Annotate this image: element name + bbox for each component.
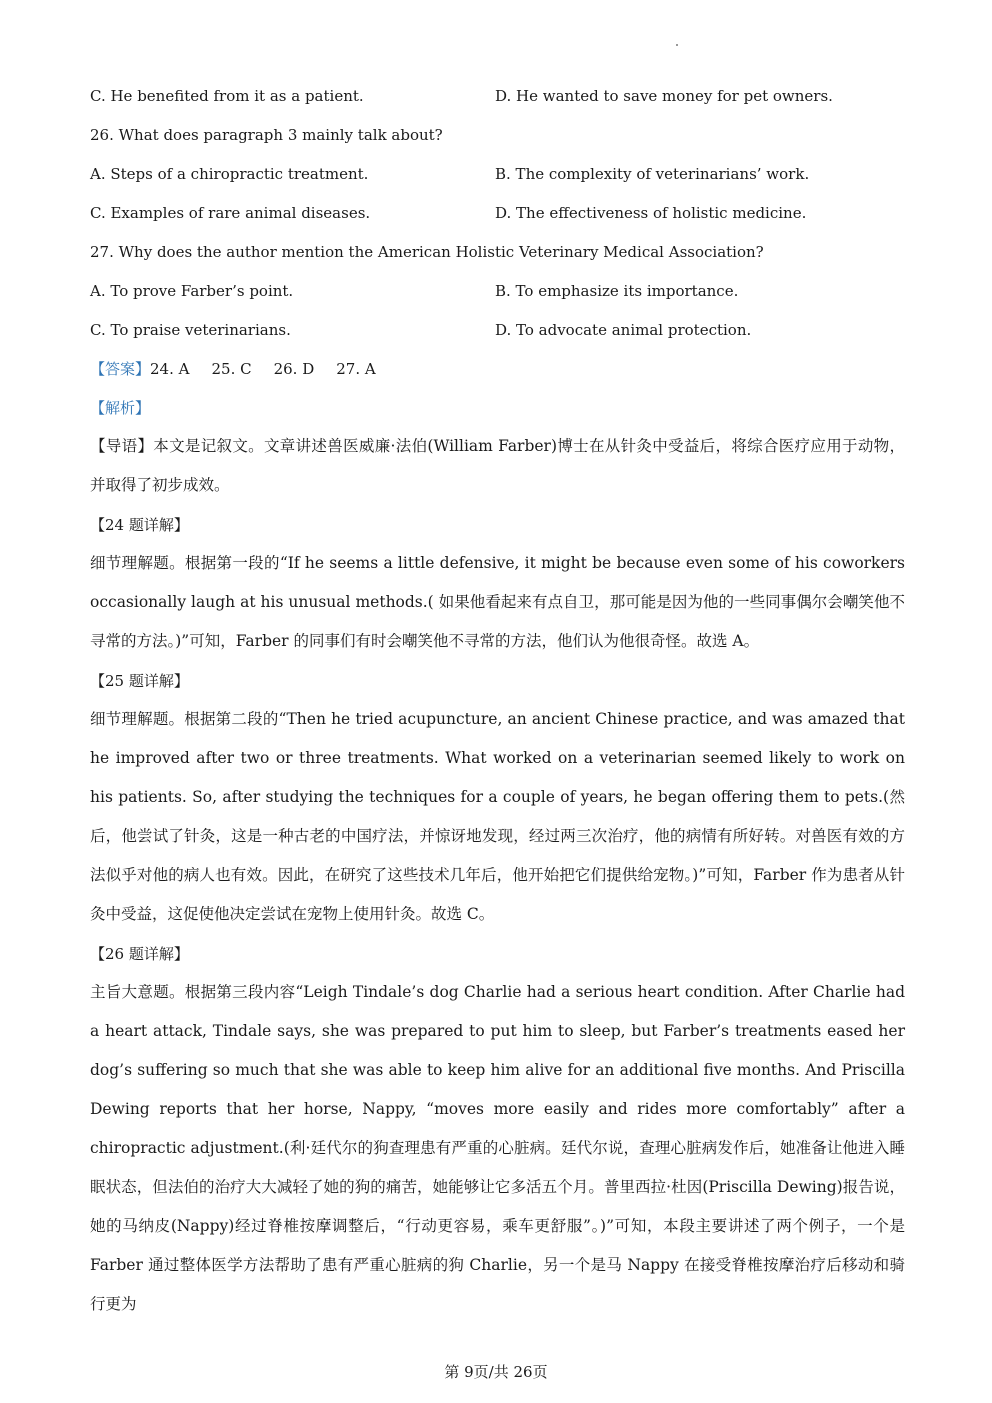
q27-question: 27. Why does the author mention the American Holistic Veterinary Medical Association? bbox=[90, 243, 764, 261]
detail-25-heading: 【25 题详解】 bbox=[90, 672, 189, 690]
q26-option-c: C. Examples of rare animal diseases. bbox=[90, 204, 371, 222]
detail-25-text: 细节理解题。根据第二段的“Then he tried acupuncture, an ancient Chinese practice, and was amazed that he improved after two or three treatments. What worked on a veterinarian seemed likely to work on his patients. So, after studying the techniques for a couple of years, he began offering them to pets.(然后，他尝试了针灸，这是一种古老的中国疗法，并惊讶地发现，经过两三次治疗，他的病情有所好转。对兽医有效的方法似乎对他的病人也有效。因此，在研究了这些技术几年后，他开始把它们提供给宠物。)”可知，Farber 作为患者从针灸中受益，这促使他决定尝试在宠物上使用针灸。故选 C。 bbox=[90, 710, 905, 923]
q27-option-c: C. To praise veterinarians. bbox=[90, 321, 291, 339]
q26-question: 26. What does paragraph 3 mainly talk about? bbox=[90, 126, 443, 144]
answer-label: 【答案】 bbox=[90, 360, 151, 378]
detail-24-text: 细节理解题。根据第一段的“If he seems a little defensive, it might be because even some of his coworkers occasionally laugh at his unusual methods.( 如果他看起来有点自卫，那可能是因为他的一些同事偶尔会嘲笑他不寻常的方法。)”可知，Farber 的同事们有时会嘲笑他不寻常的方法，他们认为他很奇怪。故选 A。 bbox=[90, 554, 905, 650]
answer-26: 26. D bbox=[273, 360, 315, 378]
q27-option-a: A. To prove Farber’s point. bbox=[90, 282, 294, 300]
detail-26-text: 主旨大意题。根据第三段内容“Leigh Tindale’s dog Charlie had a serious heart condition. After Charlie had a heart attack, Tindale says, she was prepared to put him to sleep, but Farber’s treatments eased her dog’s suffering so much that she was able to keep him alive for an additional five months. And Priscilla Dewing reports that her horse, Nappy, “moves more easily and rides more comfortably” after a chiropractic adjustment.(利·廷代尔的狗查理患有严重的心脏病。廷代尔说，查理心脏病发作后，她准备让他进入睡眠状态，但法伯的治疗大大减轻了她的狗的痛苦，她能够让它多活五个月。普里西拉·杜因(Priscilla Dewing)报告说，她的马纳皮(Nappy)经过脊椎按摩调整后，“行动更容易，乘车更舒服”。)”可知，本段主要讲述了两个例子，一个是 Farber 通过整体医学方法帮助了患有严重心脏病的狗 Charlie，另一个是马 Nappy 在接受脊椎按摩治疗后移动和骑行更为 bbox=[90, 983, 905, 1313]
answer-25: 25. C bbox=[211, 360, 252, 378]
scan-dot bbox=[676, 44, 678, 46]
q26-option-d: D. The effectiveness of holistic medicine. bbox=[495, 204, 807, 222]
q27-option-d: D. To advocate animal protection. bbox=[495, 321, 752, 339]
q27-option-b: B. To emphasize its importance. bbox=[495, 282, 739, 300]
detail-26-heading: 【26 题详解】 bbox=[90, 945, 189, 963]
q26-option-a: A. Steps of a chiropractic treatment. bbox=[90, 165, 369, 183]
analysis-label: 【解析】 bbox=[90, 399, 151, 417]
q25-option-c: C. He benefited from it as a patient. bbox=[90, 87, 364, 105]
page-number-footer: 第 9页/共 26页 bbox=[444, 1363, 548, 1381]
q26-option-b: B. The complexity of veterinarians’ work. bbox=[495, 165, 810, 183]
answer-24: 24. A bbox=[150, 360, 190, 378]
detail-24-heading: 【24 题详解】 bbox=[90, 516, 189, 534]
answer-27: 27. A bbox=[336, 360, 376, 378]
guide-paragraph: 【导语】本文是记叙文。文章讲述兽医威廉·法伯(William Farber)博士在从针灸中受益后，将综合医疗应用于动物，并取得了初步成效。 bbox=[90, 437, 905, 494]
q25-option-d: D. He wanted to save money for pet owners. bbox=[495, 87, 833, 105]
answer-row bbox=[90, 359, 398, 379]
